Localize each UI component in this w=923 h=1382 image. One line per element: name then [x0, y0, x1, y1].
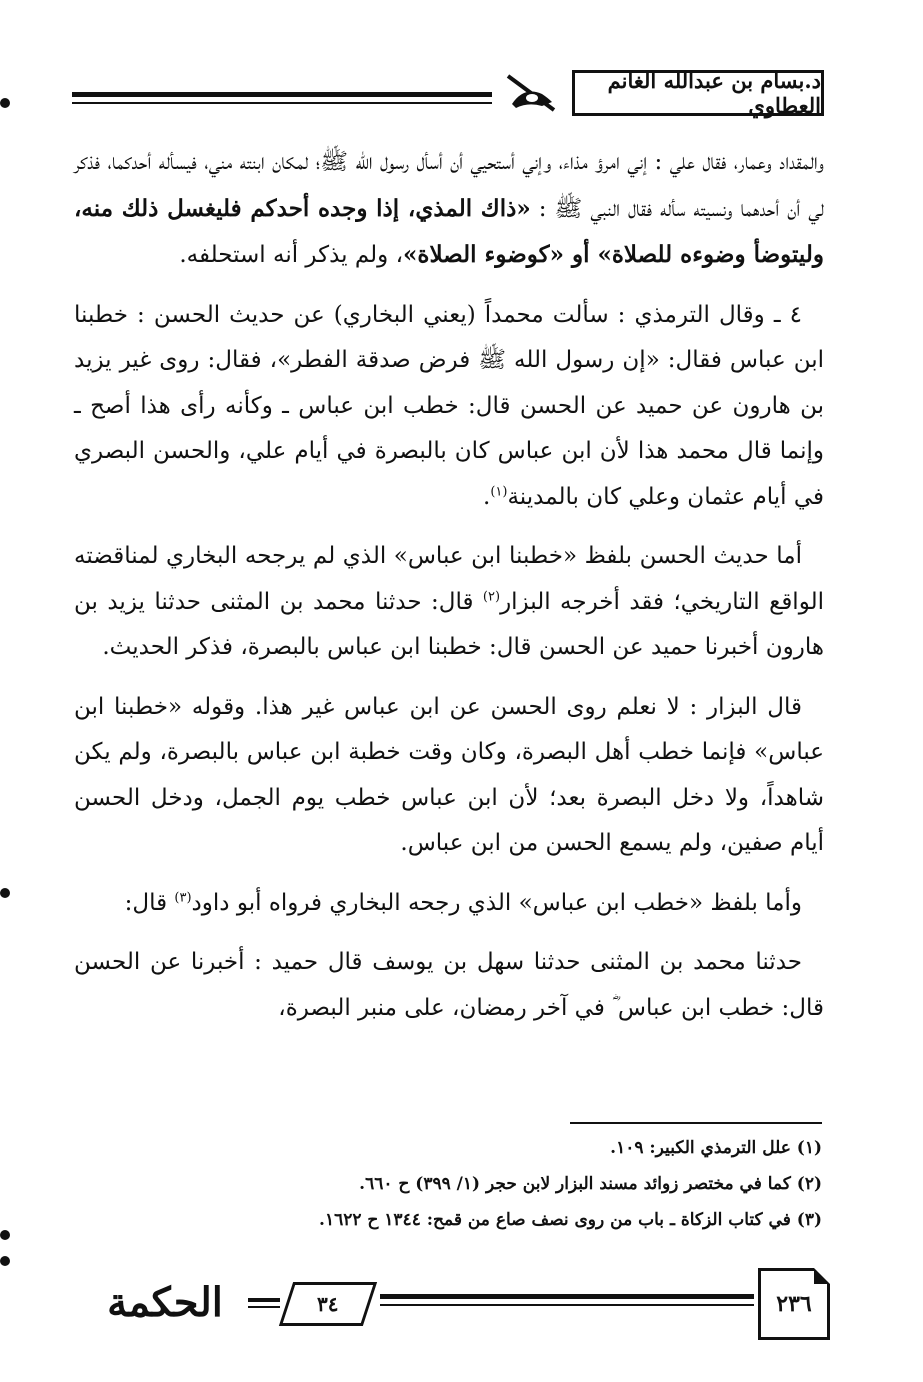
paragraph-text: ، ولم يذكر أنه استحلفه. — [179, 242, 404, 268]
paragraph-text: والمقداد وعمار، فقال علي : إني امرؤ مذاء، وإني أستحيي أن أسأل رسول الله ﷺ؛ لمكان ابنته مني، فيسأله أحدكما، فذكر لي أن أحدهما ونسيته سأله فقال النبي ﷺ : — [74, 149, 824, 222]
footnote-separator — [570, 1122, 822, 1124]
footnote-3: (٣) في كتاب الزكاة ـ باب من روى نصف صاع من قمح: ١٣٤٤ ح ١٦٢٢. — [319, 1210, 822, 1230]
header-rule-thick — [72, 92, 492, 97]
paragraph-text: . — [483, 483, 491, 510]
footer-rule-thin — [380, 1304, 754, 1306]
paragraph-text: حدثنا محمد بن المثنى حدثنا سهل بن يوسف قال حميد : أخبرنا عن الحسن قال: خطب ابن عباس ؓ في آخر رمضان، على منبر البصرة، — [74, 949, 824, 1021]
paragraph-6 — [74, 940, 824, 1031]
paragraph-5 — [74, 881, 824, 927]
paragraph-4 — [74, 685, 824, 867]
paragraph-text: قال: حدثنا محمد بن المثنى حدثنا يزيد بن هارون أخبرنا حميد عن الحسن قال: خطبنا ابن عباس بالبصرة، فذكر الحديث. — [74, 588, 824, 660]
page-footer — [90, 1266, 830, 1342]
page-header — [72, 62, 824, 124]
scan-mark — [0, 98, 10, 108]
scan-mark — [0, 1256, 10, 1266]
journal-logo: الحكمة — [107, 1278, 223, 1326]
footnote-2: (٢) كما في مختصر زوائد مسند البزار لابن حجر (١/ ٣٩٩) ح ٦٦٠. — [359, 1174, 822, 1194]
paragraph-1 — [74, 140, 824, 279]
footnote-ref-1: (١) — [490, 483, 508, 499]
paragraph-text: قال: — [124, 889, 175, 916]
page-number: ٢٣٦ — [776, 1291, 812, 1317]
footnote-ref-2: (٢) — [482, 588, 501, 604]
header-rule-thin — [72, 102, 492, 104]
footer-rule-left-thick — [248, 1298, 280, 1302]
issue-number-box — [279, 1282, 377, 1326]
footnotes — [150, 1130, 822, 1238]
paragraph-text: قال البزار : لا نعلم روى الحسن عن ابن عباس غير هذا. وقوله «خطبنا ابن عباس» فإنما خطب أهل البصرة، وكان وقت خطبة ابن عباس بالبصرة، ولم يكن شاهداً، ولا دخل البصرة بعد؛ لأن ابن عباس خطب يوم الجمل، ودخل الحسن أيام صفين، ولم يسمع الحسن من ابن عباس. — [74, 693, 824, 856]
paragraph-3 — [74, 534, 824, 671]
hadith-quote: «ذاك المذي، إذا وجده أحدكم فليغسل ذلك منه، وليتوضأ وضوءه للصلاة» أو «كوضوء الصلاة» — [74, 194, 824, 268]
article-body — [74, 140, 824, 1031]
scan-mark — [0, 1230, 10, 1240]
pen-emblem-icon — [502, 72, 560, 114]
footnote-1: (١) علل الترمذي الكبير: ١٠٩. — [610, 1138, 822, 1158]
footer-rule-thick — [380, 1294, 754, 1299]
page-corner-fold — [814, 1268, 830, 1284]
paragraph-text: وأما بلفظ «خطب ابن عباس» الذي رجحه البخاري فرواه أبو داود — [191, 889, 802, 916]
paragraph-text: أما حديث الحسن بلفظ «خطبنا ابن عباس» الذي لم يرجحه البخاري لمناقضته الواقع التاريخي؛ فقد أخرجه البزار — [74, 543, 824, 615]
footnote-ref-3: (٣) — [174, 889, 192, 905]
author-name-box: د.بسام بن عبدالله الغانم العطاوي — [572, 70, 824, 116]
paragraph-text: ٤ ـ وقال الترمذي : سألت محمداً (يعني البخاري) عن حديث الحسن : خطبنا ابن عباس فقال: «إن رسول الله ﷺ فرض صدقة الفطر»، فقال: روى غير يزيد بن هارون عن حميد عن الحسن قال: خطب ابن عباس ـ وكأنه رأى هذا أصح ـ وإنما قال محمد هذا لأن ابن عباس كان بالبصرة في أيام علي، والحسن البصري في أيام عثمان وعلي كان بالمدينة — [74, 301, 824, 510]
scan-mark — [0, 888, 10, 898]
footer-rule-left-thin — [248, 1306, 280, 1308]
paragraph-2 — [74, 293, 824, 521]
issue-number: ٣٤ — [317, 1292, 339, 1316]
